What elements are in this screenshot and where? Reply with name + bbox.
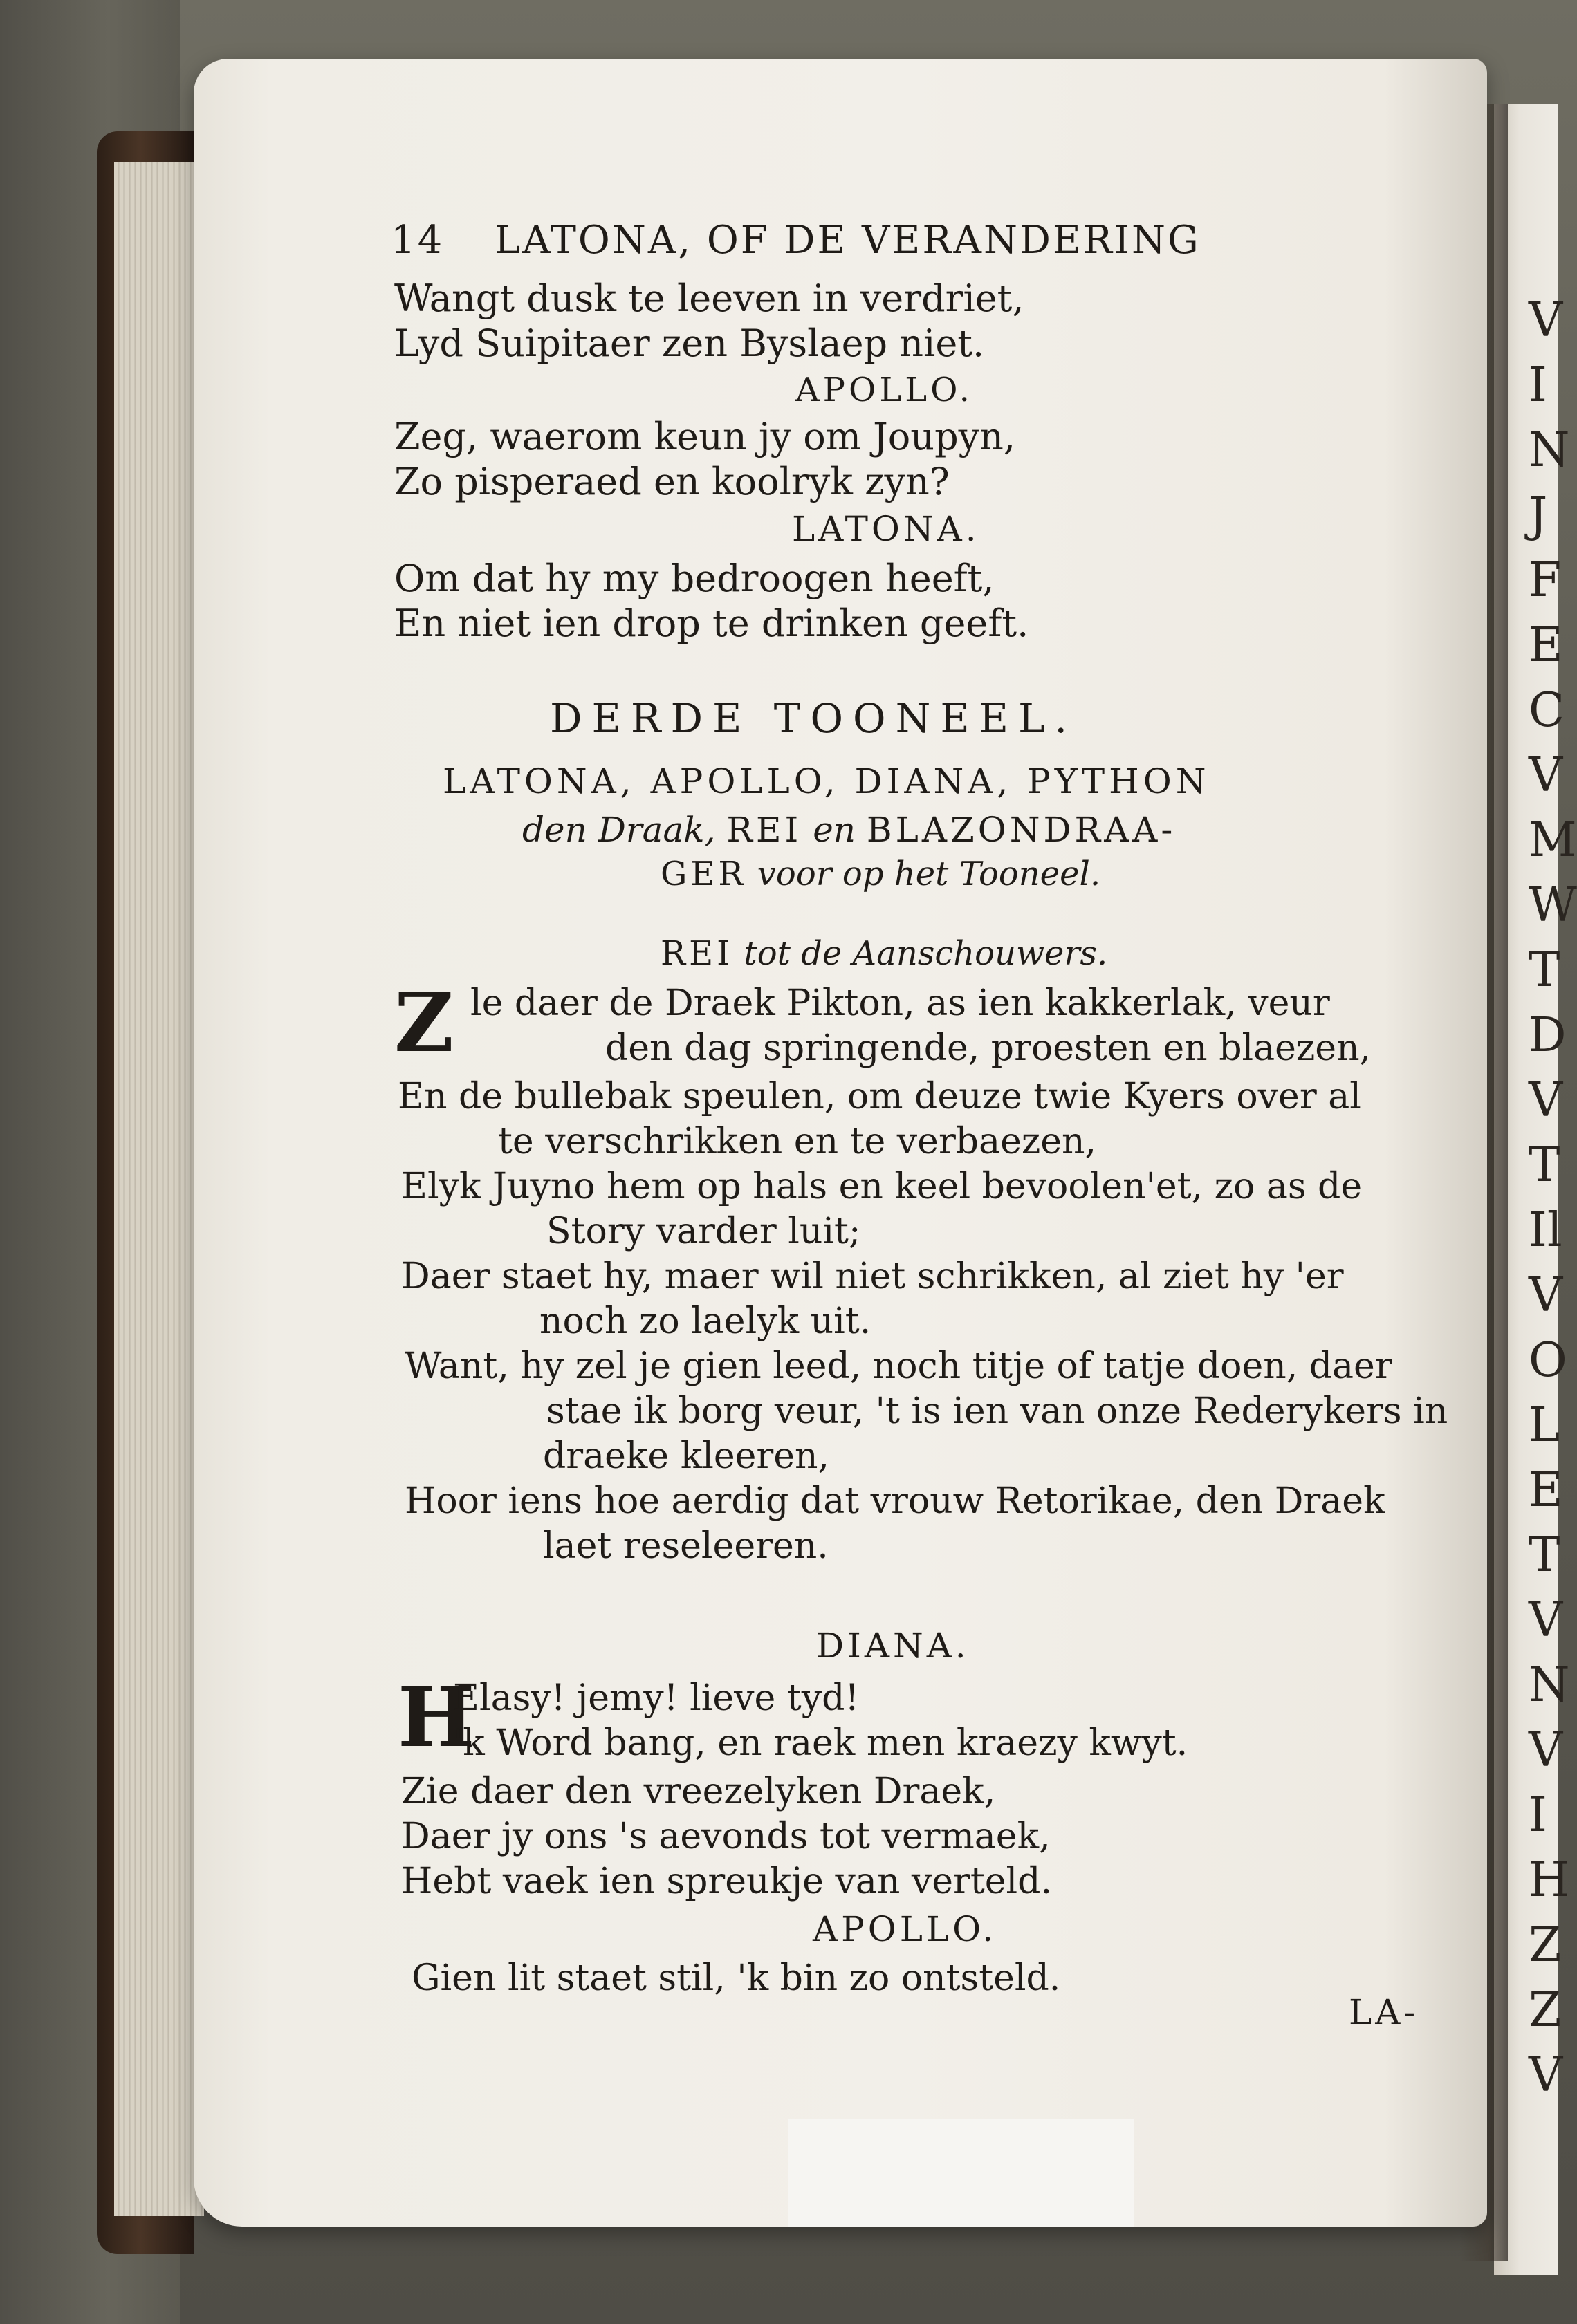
prose-line: Want, hy zel je gien leed, noch titje of tatje doen, daer: [405, 1346, 1392, 1387]
facing-page-letter: O: [1529, 1333, 1567, 1388]
facing-page-letter: M: [1529, 813, 1577, 868]
prose-line: Story varder luit;: [546, 1211, 861, 1252]
speaker-latona: LATONA.: [792, 509, 980, 549]
facing-page-letter: J: [1529, 488, 1548, 543]
cast-text: en: [813, 810, 856, 850]
verse-line: 'k Word bang, en raek men kraezy kwyt.: [453, 1722, 1188, 1764]
facing-page-letter: L: [1529, 1398, 1560, 1453]
facing-page-letter: E: [1529, 1463, 1563, 1518]
rei-heading: [661, 934, 1108, 973]
facing-page-letter: V: [1529, 1268, 1563, 1323]
running-title: LATONA, OF DE VERANDERING: [495, 218, 1201, 263]
verse-line: Zie daer den vreezelyken Draek,: [401, 1771, 996, 1812]
cast-text: BLAZONDRAA-: [866, 810, 1177, 850]
facing-page-letter: I: [1529, 1788, 1547, 1843]
prose-line: Elyk Juyno hem op hals en keel bevoolen'et, zo as de: [401, 1166, 1363, 1207]
facing-page-letter: E: [1529, 618, 1563, 673]
facing-page-letter: W: [1529, 878, 1577, 933]
verse-line: Elasy! jemy! lieve tyd!: [453, 1677, 860, 1719]
prose-line: le daer de Draek Pikton, as ien kakkerlak, veur: [470, 983, 1330, 1024]
verse-line: Zo pisperaed en koolryk zyn?: [394, 460, 950, 503]
verse-line: Gien lit staet stil, 'k bin zo ontsteld.: [412, 1958, 1061, 1999]
verse-line: Wangt dusk te leeven in verdriet,: [394, 277, 1024, 320]
facing-page-letter: N: [1529, 1658, 1570, 1713]
drop-cap: H: [398, 1669, 475, 1765]
speaker-apollo: APOLLO.: [813, 1909, 997, 1949]
prose-line: stae ik borg veur, 't is ien van onze Rederykers in: [546, 1391, 1448, 1432]
rei-heading-caps: REI: [661, 934, 734, 973]
facing-page-letter: T: [1529, 1528, 1560, 1583]
cast-text: den Draak,: [522, 810, 716, 850]
scene-title: DERDE TOONEEL.: [550, 695, 1077, 742]
cast-text: REI: [726, 810, 802, 850]
facing-page-letter: F: [1529, 553, 1562, 608]
facing-page-letter: C: [1529, 683, 1565, 738]
paper-slip: [788, 2119, 1134, 2227]
facing-page-letter: Z: [1529, 1983, 1562, 2038]
facing-page-letter: V: [1529, 748, 1563, 803]
facing-page-letter: V: [1529, 1723, 1563, 1778]
prose-line: te verschrikken en te verbaezen,: [498, 1121, 1097, 1162]
prose-line: laet reseleeren.: [543, 1525, 829, 1567]
speaker-diana: DIANA.: [816, 1626, 970, 1666]
facing-page-letter: V: [1529, 1593, 1563, 1648]
facing-page-letter: V: [1529, 1073, 1563, 1128]
facing-page-letter: V: [1529, 293, 1563, 348]
prose-line: den dag springende, proesten en blaezen,: [605, 1028, 1372, 1069]
facing-page-letter: Z: [1529, 1918, 1562, 1973]
facing-page-letter: T: [1529, 1138, 1560, 1193]
speaker-apollo: APOLLO.: [795, 371, 973, 409]
prose-line: noch zo laelyk uit.: [540, 1301, 872, 1342]
facing-page-letter: V: [1529, 2048, 1563, 2103]
facing-page-letter: N: [1529, 423, 1570, 478]
prose-line: draeke kleeren,: [543, 1435, 830, 1477]
verse-line: Lyd Suipitaer zen Byslaep niet.: [394, 322, 985, 365]
verse-line: Hebt vaek ien spreukje van verteld.: [401, 1861, 1053, 1902]
facing-page-letter: H: [1529, 1853, 1570, 1908]
facing-page-letter: Il: [1529, 1203, 1562, 1258]
cast-line-3: [661, 857, 1100, 891]
verse-line: En niet ien drop te drinken geeft.: [394, 602, 1029, 645]
page-number: 14: [391, 218, 445, 263]
verse-line: Daer jy ons 's aevonds tot vermaek,: [401, 1816, 1051, 1857]
facing-page-letter: T: [1529, 943, 1560, 998]
verse-line: Om dat hy my bedroogen heeft,: [394, 557, 995, 600]
prose-line: Daer staet hy, maer wil niet schrikken, al ziet hy 'er: [401, 1256, 1344, 1297]
cast-text: voor op het Tooneel.: [757, 855, 1101, 893]
verse-line: Zeg, waerom keun jy om Joupyn,: [394, 415, 1016, 458]
prose-line: Hoor iens hoe aerdig dat vrouw Retorikae, den Draek: [405, 1480, 1385, 1522]
page-edges: [114, 162, 204, 2216]
drop-cap: Z: [394, 974, 454, 1070]
prose-line: En de bullebak speulen, om deuze twie Kyers over al: [398, 1076, 1361, 1117]
facing-page-letter: D: [1529, 1008, 1567, 1063]
cast-line-1: LATONA, APOLLO, DIANA, PYTHON: [443, 761, 1210, 801]
cast-text: GER: [661, 855, 747, 893]
rei-heading-italic: tot de Aanschouwers.: [744, 934, 1108, 973]
facing-page-letter: I: [1529, 358, 1547, 413]
catchword: LA-: [1349, 1992, 1419, 2032]
cast-line-2: [522, 810, 1177, 850]
